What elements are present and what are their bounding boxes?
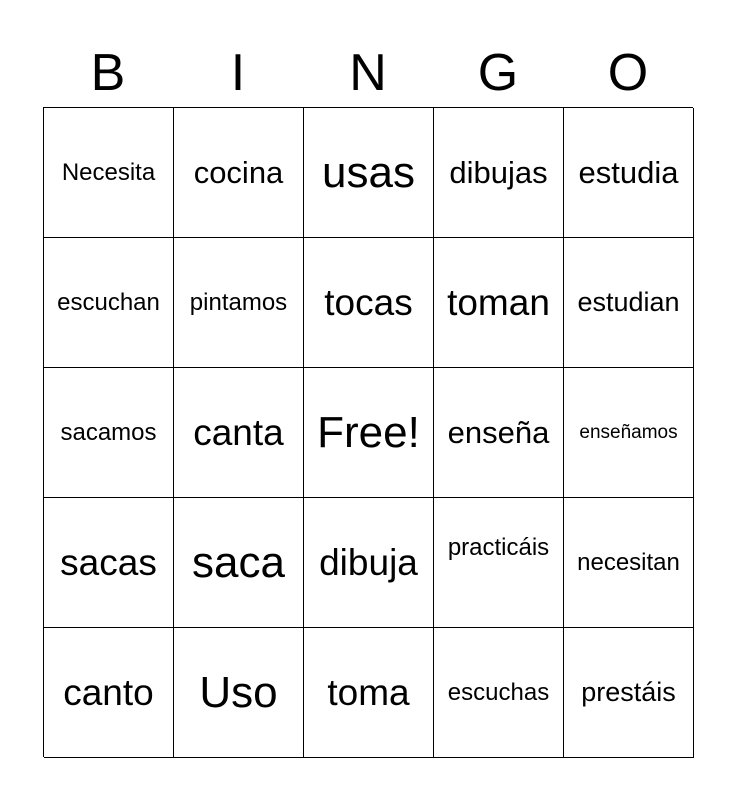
bingo-cell[interactable] — [434, 368, 564, 498]
bingo-cell[interactable] — [44, 498, 174, 628]
header-letter-o: O — [607, 44, 649, 102]
cell-word: pintamos — [189, 288, 288, 316]
bingo-cell[interactable] — [304, 238, 434, 368]
bingo-cell[interactable] — [174, 498, 304, 628]
bingo-cell[interactable] — [434, 108, 564, 238]
cell-word: sacamos — [60, 418, 157, 446]
free-space-label: Free! — [317, 407, 420, 457]
bingo-cell[interactable] — [434, 498, 564, 628]
cell-word: enseñamos — [579, 421, 678, 443]
cell-word: saca — [192, 537, 285, 587]
cell-word: Uso — [199, 667, 278, 717]
bingo-header — [43, 40, 693, 106]
free-space-cell[interactable] — [304, 368, 434, 498]
bingo-cell[interactable] — [44, 238, 174, 368]
cell-word: escuchas — [447, 678, 550, 706]
cell-word: dibuja — [319, 541, 418, 583]
bingo-cell[interactable] — [44, 108, 174, 238]
bingo-cell[interactable] — [304, 628, 434, 758]
cell-word: estudian — [577, 287, 680, 317]
bingo-cell[interactable] — [304, 108, 434, 238]
header-letter-n: N — [349, 44, 387, 102]
cell-word: usas — [322, 147, 415, 197]
cell-word: practicáis — [447, 534, 550, 561]
bingo-cell[interactable] — [174, 108, 304, 238]
cell-word: necesitan — [577, 548, 680, 576]
cell-word: canta — [193, 411, 284, 453]
cell-word: sacas — [60, 541, 157, 583]
cell-word: escuchan — [57, 288, 160, 316]
header-letter-b: B — [90, 44, 126, 102]
header-letter-i: I — [230, 44, 246, 102]
header-letter-g: G — [477, 44, 519, 102]
cell-word: cocina — [193, 154, 284, 190]
cell-word: toma — [327, 671, 410, 713]
bingo-cell[interactable] — [44, 628, 174, 758]
cell-word: prestáis — [581, 677, 676, 707]
cell-word: tocas — [324, 281, 413, 323]
bingo-cell[interactable] — [564, 498, 694, 628]
bingo-cell[interactable] — [174, 368, 304, 498]
bingo-cell[interactable] — [304, 498, 434, 628]
bingo-cell[interactable] — [564, 108, 694, 238]
bingo-cell[interactable] — [434, 238, 564, 368]
cell-word: enseña — [447, 414, 550, 450]
bingo-cell[interactable] — [44, 368, 174, 498]
cell-word: canto — [63, 671, 154, 713]
bingo-cell[interactable] — [174, 238, 304, 368]
cell-word: Necesita — [61, 158, 156, 186]
cell-word: toman — [447, 281, 550, 323]
bingo-cell[interactable] — [434, 628, 564, 758]
bingo-cell[interactable] — [564, 238, 694, 368]
bingo-cell[interactable] — [174, 628, 304, 758]
cell-word: estudia — [578, 154, 679, 190]
bingo-cell[interactable] — [564, 368, 694, 498]
bingo-cell[interactable] — [564, 628, 694, 758]
bingo-board — [43, 107, 693, 757]
cell-word: dibujas — [449, 154, 548, 190]
